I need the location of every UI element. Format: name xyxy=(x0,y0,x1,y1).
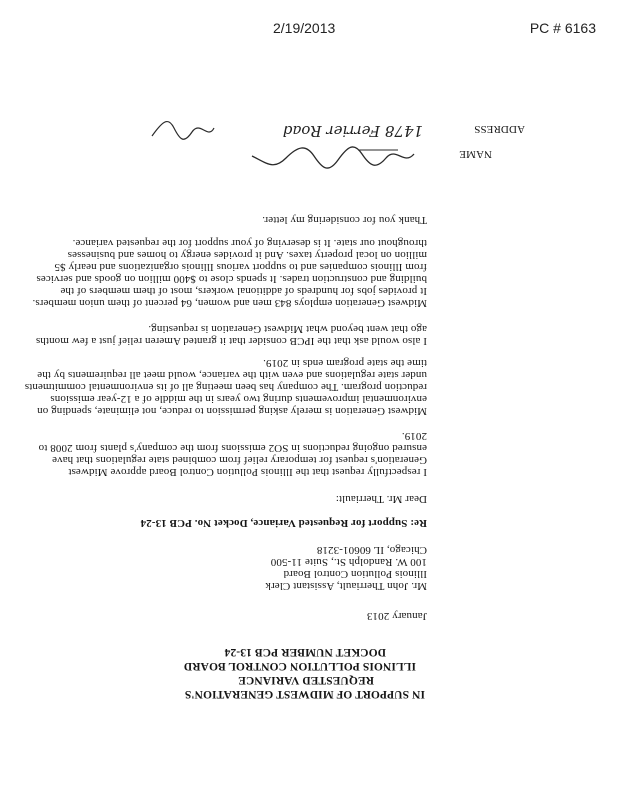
recipient-street: 100 W. Randolph St., Suite 11-500 xyxy=(270,556,427,568)
para3-line: ago that went beyond what Midwest Generation is requesting. xyxy=(148,323,427,335)
title-line-4: DOCKET NUMBER PCB 13-24 xyxy=(224,646,386,658)
para2-line: Midwest Generation is merely asking permission to reduce, not eliminate, spending on xyxy=(37,405,427,417)
para4-line: from Illinois companies and to support various Illinois organizations and nearly $5 xyxy=(54,261,427,273)
para4-line: throughout our state. It is deserving of your support for the requested variance. xyxy=(72,237,427,249)
address-scribble xyxy=(148,118,218,144)
para4-line: It provides jobs for hundreds of additional workers, most of them members of the xyxy=(60,285,427,297)
para1-line: I respectfully request that the Illinois Pollution Control Board approve Midwest xyxy=(68,466,427,478)
para3-line: I also would ask that the IPCB consider that it granted Ameren relief just a few months xyxy=(35,335,427,347)
para4-line: Midwest Generation employs 843 men and women, 64 percent of them union members. xyxy=(32,297,427,309)
para1-line: Generation's request for temporary relief from combined state regulations that have xyxy=(52,454,427,466)
recipient-org: Illinois Pollution Control Board xyxy=(283,568,427,580)
signature-scribble xyxy=(248,142,418,172)
para2-line: time the state program ends in 2019. xyxy=(263,357,427,369)
para1-line: 2019. xyxy=(401,430,427,442)
handwritten-address: 1478 Ferrier Road xyxy=(282,122,423,140)
title-line-1: IN SUPPORT OF MIDWEST GENERATION'S xyxy=(184,688,425,700)
letter-date: January 2013 xyxy=(366,610,427,622)
para2-line: reduction program. The company has been meeting all of its environmental commitments xyxy=(24,381,427,393)
title-line-3: ILLINOIS POLLUTION CONTROL BOARD xyxy=(183,660,416,672)
public-comment-number: PC # 6163 xyxy=(529,20,596,36)
para4-line: million on local property taxes. And it provides energy to homes and businesses xyxy=(67,249,427,261)
para1-line: ensured ongoing reductions in SO2 emissions from the company's plants from 2008 to xyxy=(38,442,427,454)
recipient-name: Mr. John Therriault, Assistant Clerk xyxy=(265,580,427,592)
re-line: Re: Support for Requested Variance, Docket No. PCB 13-24 xyxy=(140,517,427,529)
fax-date: 2/19/2013 xyxy=(273,20,336,36)
para2-line: under state regulations and even with the variance, would meet all requirements by the xyxy=(37,369,427,381)
para2-line: environmental improvements during two years in the middle of a 12-year emissions xyxy=(50,393,427,405)
name-label: NAME xyxy=(459,148,492,160)
closing: Thank you for considering my letter. xyxy=(262,214,427,226)
recipient-city: Chicago, IL 60601-3218 xyxy=(316,544,427,556)
title-line-2: REQUESTED VARIANCE xyxy=(238,674,374,686)
para4-line: building and construction trades. It spends close to $400 million on goods and services xyxy=(36,273,427,285)
address-label: ADDRESS xyxy=(474,123,525,135)
salutation: Dear Mr. Therriault: xyxy=(335,493,427,505)
